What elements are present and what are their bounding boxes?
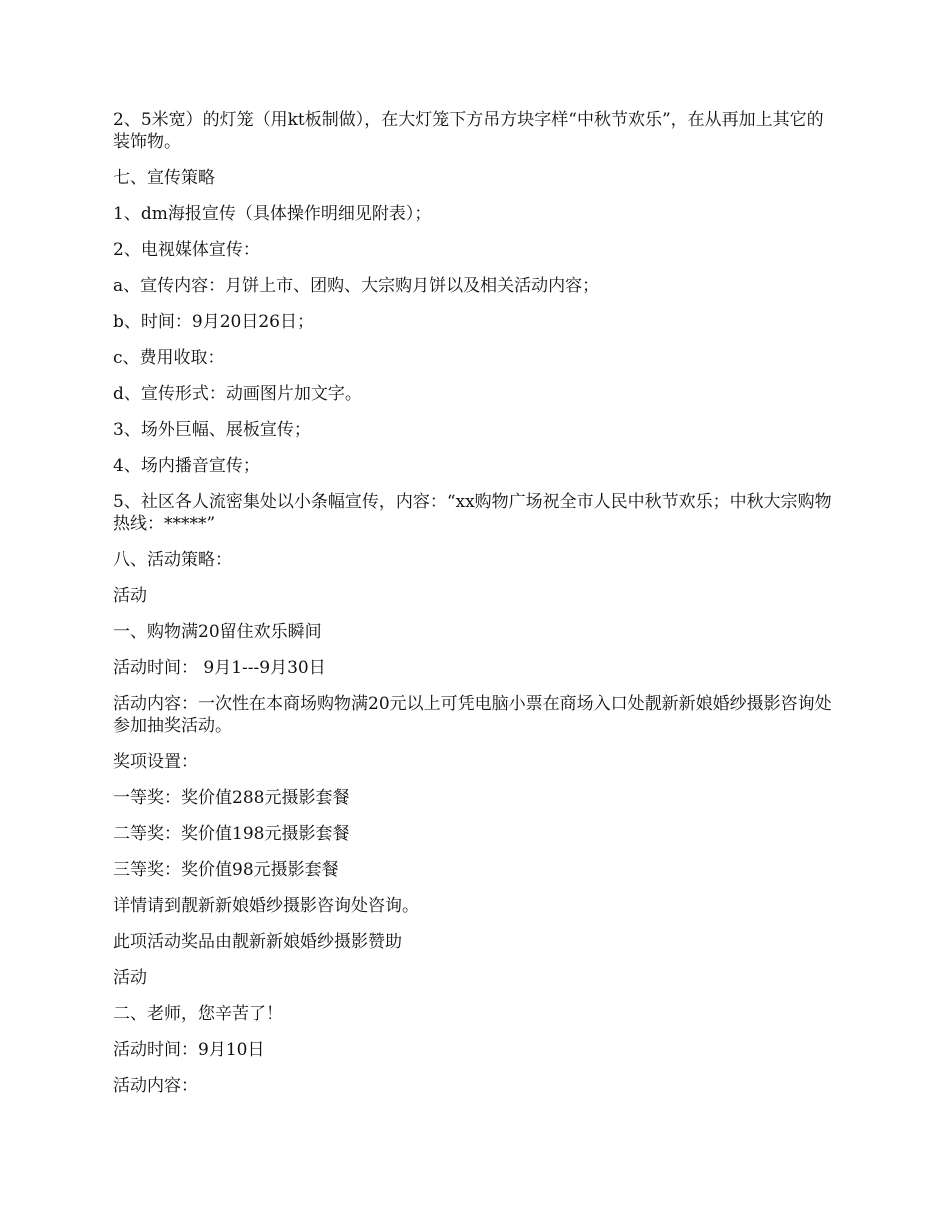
paragraph-11: 5、社区各人流密集处以小条幅宣传，内容：“xx购物广场祝全市人民中秋节欢乐；中秋大宗购物热线：*****” — [113, 492, 832, 534]
prize-settings-label: 奖项设置： — [113, 752, 198, 772]
third-prize: 三等奖：奖价值98元摄影套餐 — [113, 860, 339, 880]
activity-1-title: 一、购物满20留住欢乐瞬间 — [113, 622, 322, 642]
paragraph-4: 2、电视媒体宣传： — [113, 240, 260, 260]
activity-1-time: 活动时间： 9月1---9月30日 — [113, 658, 326, 678]
paragraph-7: c、费用收取： — [113, 348, 225, 368]
paragraph-8: d、宣传形式：动画图片加文字。 — [113, 384, 362, 404]
paragraph-1: 2、5米宽）的灯笼（用kt板制做），在大灯笼下方吊方块字样“中秋节欢乐”，在从再加上其它的装饰物。 — [113, 110, 824, 152]
paragraph-3: 1、dm海报宣传（具体操作明细见附表）； — [113, 204, 432, 224]
document-body — [113, 109, 835, 1111]
activity-2-title: 二、老师，您辛苦了！ — [113, 1004, 283, 1024]
paragraph-10: 4、场内播音宣传； — [113, 456, 260, 476]
paragraph-6: b、时间：9月20日26日； — [113, 312, 314, 332]
paragraph-21: 详情请到靓新新娘婚纱摄影咨询处咨询。 — [113, 896, 419, 916]
activity-2-content-label: 活动内容： — [113, 1076, 198, 1096]
section-heading-promotion: 七、宣传策略 — [113, 168, 215, 188]
paragraph-5: a、宣传内容：月饼上市、团购、大宗购月饼以及相关活动内容； — [113, 276, 600, 296]
paragraph-23: 活动 — [113, 968, 147, 988]
paragraph-9: 3、场外巨幅、展板宣传； — [113, 420, 311, 440]
paragraph-13: 活动 — [113, 586, 147, 606]
activity-2-time: 活动时间：9月10日 — [113, 1040, 265, 1060]
activity-1-content: 活动内容：一次性在本商场购物满20元以上可凭电脑小票在商场入口处靓新新娘婚纱摄影咨询处参加抽奖活动。 — [113, 694, 832, 736]
second-prize: 二等奖：奖价值198元摄影套餐 — [113, 824, 350, 844]
first-prize: 一等奖：奖价值288元摄影套餐 — [113, 788, 350, 808]
section-heading-activities: 八、活动策略： — [113, 550, 232, 570]
paragraph-22: 此项活动奖品由靓新新娘婚纱摄影赞助 — [113, 932, 402, 952]
